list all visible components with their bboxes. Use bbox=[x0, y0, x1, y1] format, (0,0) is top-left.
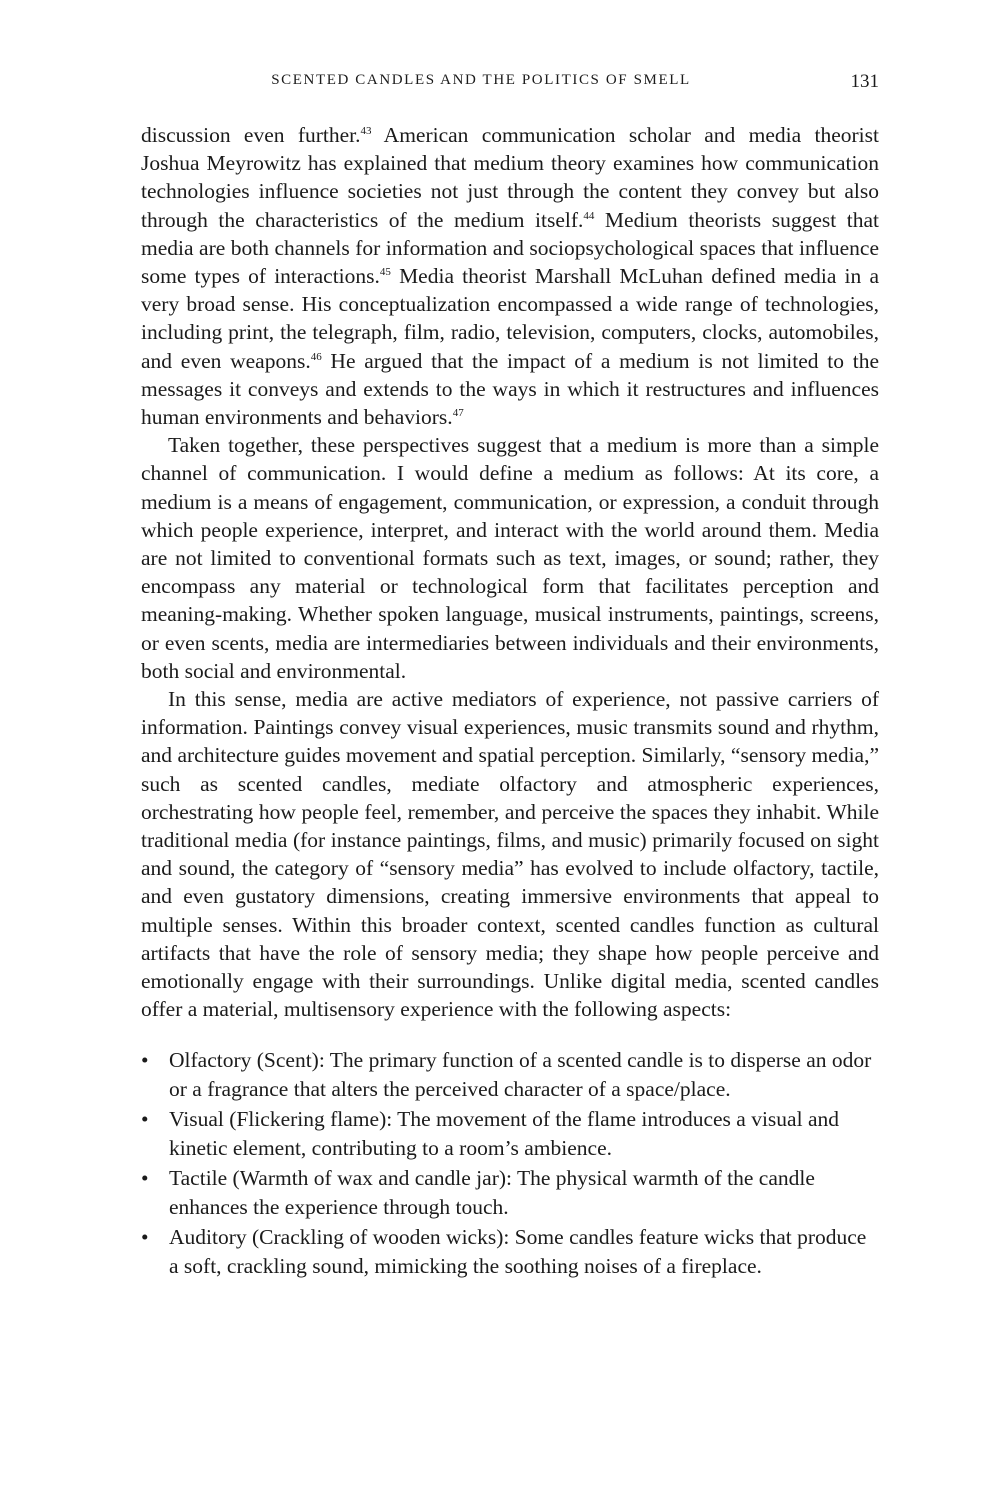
list-item-text: Tactile (Warmth of wax and candle jar): The physical warmth of the candle enhances the experience through touch. bbox=[169, 1165, 815, 1219]
footnote-ref: 46 bbox=[310, 350, 322, 363]
text-run: Medium theorists suggest that media are both channels for information and sociopsychological spaces that influence some types of interactions. bbox=[141, 207, 880, 289]
footnote-ref: 43 bbox=[360, 125, 372, 137]
list-item-text: Visual (Flickering flame): The movement of the flame introduces a visual and kinetic element, contributing to a room’s ambience. bbox=[169, 1106, 839, 1160]
bullet-icon: • bbox=[141, 1047, 149, 1072]
text-run: Taken together, these perspectives suggest that a medium is more than a simple channel of communication. I would define a medium as follows: At its core, a medium is a means of engagement, communication, or expression, a conduit through which people experience, interpret, and interact with the world around them. Media are not limited to conventional formats such as text, images, or sound; rather, they encompass any material or technological form that facilitates perception and meaning-making. Whether spoken language, musical instruments, paintings, screens, or even scents, media are intermediaries between individuals and their environments, both social and environmental. bbox=[141, 433, 879, 683]
list-item bbox=[141, 1105, 879, 1164]
bullet-icon: • bbox=[141, 1106, 149, 1131]
text-run: In this sense, media are active mediators of experience, not passive carriers of information. Paintings convey visual experiences, music transmits sound and rhythm, and architecture guides movement and spatial perception. Similarly, “sensory media,” such as scented candles, mediate olfactory and atmospheric experiences, orchestrating how people feel, remember, and perceive the spaces they inhabit. While traditional media (for instance paintings, films, and music) primarily focused on sight and sound, the category of “sensory media” has evolved to include olfactory, tactile, and even gustatory dimensions, creating immersive environments that appeal to multiple senses. Within this broader context, scented candles function as cultural artifacts that have the role of sensory media; they shape how people perceive and emotionally engage with their surroundings. Unlike digital media, scented candles offer a material, multisensory experience with the following aspects: bbox=[141, 687, 879, 1022]
running-head bbox=[141, 72, 879, 102]
list-item bbox=[141, 1164, 879, 1223]
list-item bbox=[141, 1223, 879, 1282]
page-number: 131 bbox=[850, 71, 879, 92]
text-run: Media theorist Marshall McLuhan defined media in a very broad sense. His conceptualization encompassed a wide range of technologies, including print, the telegraph, film, radio, television, computers, clocks, automobiles, and even weapons. bbox=[141, 264, 879, 373]
footnote-ref: 44 bbox=[583, 209, 595, 222]
body-text bbox=[141, 121, 879, 1282]
paragraph bbox=[141, 431, 879, 685]
list-item-text: Olfactory (Scent): The primary function of a scented candle is to disperse an odor or a fragrance that alters the perceived character of a space/place. bbox=[169, 1047, 872, 1101]
paragraph bbox=[141, 121, 879, 431]
list-item bbox=[141, 1046, 879, 1105]
footnote-ref: 47 bbox=[452, 407, 464, 420]
running-head-title: SCENTED CANDLES AND THE POLITICS OF SMELL bbox=[271, 72, 691, 88]
text-run: American communication scholar and media theorist Joshua Meyrowitz has explained that medium theory examines how communication technologies influence societies not just through the content they convey but also through the characteristics of the medium itself. bbox=[141, 123, 879, 232]
text-run: discussion even further. bbox=[141, 123, 361, 147]
bullet-list bbox=[141, 1046, 879, 1282]
bullet-icon: • bbox=[141, 1224, 149, 1249]
paragraph bbox=[141, 685, 879, 1023]
text-run: He argued that the impact of a medium is not limited to the messages it conveys and extends to the ways in which it restructures and influences human environments and behaviors. bbox=[141, 348, 879, 430]
list-item-text: Auditory (Crackling of wooden wicks): Some candles feature wicks that produce a soft, crackling sound, mimicking the soothing noises of a fireplace. bbox=[169, 1224, 867, 1278]
footnote-ref: 45 bbox=[379, 266, 391, 279]
paragraphs bbox=[141, 121, 879, 1024]
bullet-icon: • bbox=[141, 1165, 149, 1190]
